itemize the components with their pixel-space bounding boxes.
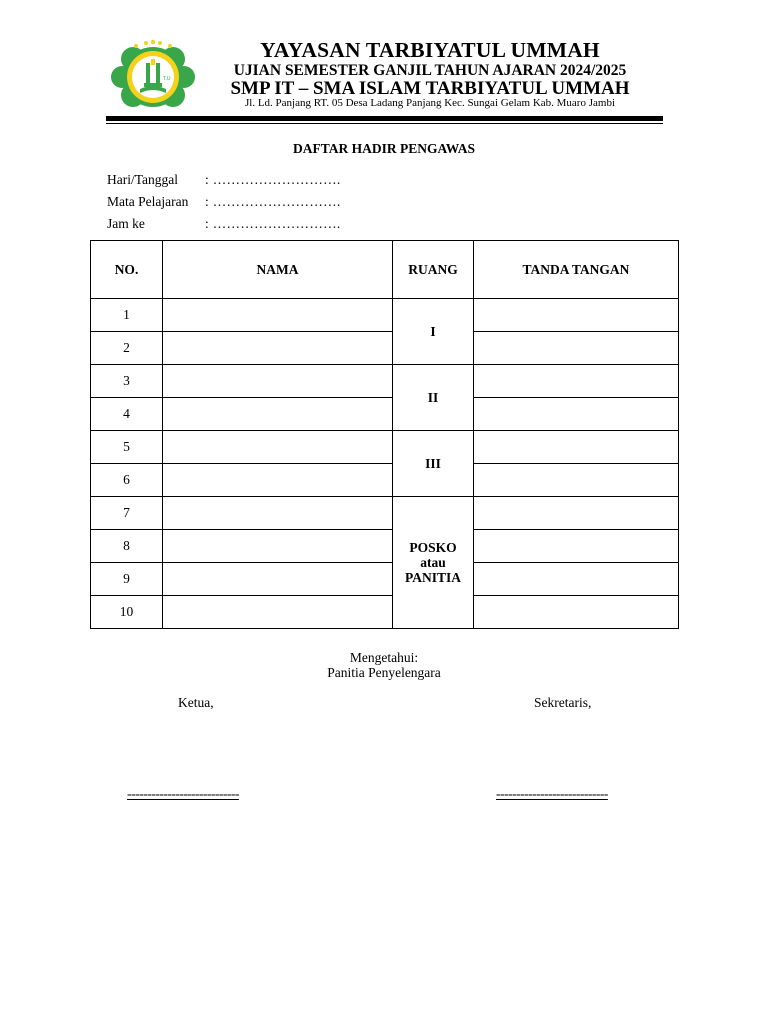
field-value-subject: : ………………………. — [205, 194, 341, 209]
name-cell[interactable] — [163, 596, 393, 629]
table-row — [91, 365, 679, 398]
row-number: 1 — [91, 299, 163, 332]
foundation-name: YAYASAN TARBIYATUL UMMAH — [260, 38, 600, 62]
table-row — [91, 596, 679, 629]
header-no: NO. — [91, 241, 163, 299]
signature-cell[interactable] — [474, 332, 679, 365]
posko-panitia-label: PANITIA — [404, 570, 461, 585]
header-divider-thick — [106, 116, 663, 121]
committee-text: Panitia Penyelengara — [327, 665, 441, 680]
name-cell[interactable] — [163, 497, 393, 530]
header-name: NAMA — [163, 241, 393, 299]
school-address: Jl. Ld. Panjang RT. 05 Desa Ladang Panjang Kec. Sungai Gelam Kab. Muaro Jambi — [245, 97, 615, 109]
name-cell[interactable] — [163, 431, 393, 464]
attendance-table — [90, 240, 679, 629]
table-row — [91, 497, 679, 530]
row-number: 3 — [91, 365, 163, 398]
table-row — [91, 563, 679, 596]
row-number: 8 — [91, 530, 163, 563]
secretary-signature-line: ---------------------------- — [496, 786, 608, 801]
table-row — [91, 464, 679, 497]
signature-cell[interactable] — [474, 530, 679, 563]
table-row — [91, 530, 679, 563]
field-label-subject: Mata Pelajaran — [107, 194, 189, 209]
field-label-date: Hari/Tanggal — [107, 172, 179, 187]
table-header-row — [91, 241, 679, 299]
signature-cell[interactable] — [474, 497, 679, 530]
posko-or-label: atau — [420, 555, 446, 570]
row-number: 7 — [91, 497, 163, 530]
signature-cell[interactable] — [474, 365, 679, 398]
table-row — [91, 431, 679, 464]
signature-cell[interactable] — [474, 299, 679, 332]
table-row — [91, 332, 679, 365]
logo-text: T.U — [163, 76, 171, 82]
posko-cell — [393, 497, 474, 629]
name-cell[interactable] — [163, 464, 393, 497]
table-row — [91, 299, 679, 332]
signature-cell[interactable] — [474, 596, 679, 629]
acknowledge-text: Mengetahui: — [349, 650, 419, 665]
signature-cell[interactable] — [474, 431, 679, 464]
row-number: 9 — [91, 563, 163, 596]
row-number: 6 — [91, 464, 163, 497]
field-value-hour: : ………………………. — [205, 216, 341, 231]
chairman-label: Ketua, — [178, 695, 214, 710]
room-cell: I — [393, 299, 474, 365]
signature-cell[interactable] — [474, 563, 679, 596]
posko-label: POSKO — [409, 540, 457, 555]
room-cell: III — [393, 431, 474, 497]
secretary-label: Sekretaris, — [534, 695, 592, 710]
name-cell[interactable] — [163, 398, 393, 431]
document-title: DAFTAR HADIR PENGAWAS — [292, 141, 475, 156]
name-cell[interactable] — [163, 530, 393, 563]
school-name: SMP IT – SMA ISLAM TARBIYATUL UMMAH — [230, 78, 630, 99]
school-logo — [106, 39, 200, 115]
row-number: 5 — [91, 431, 163, 464]
name-cell[interactable] — [163, 365, 393, 398]
name-cell[interactable] — [163, 299, 393, 332]
field-label-hour: Jam ke — [107, 216, 145, 231]
room-cell: II — [393, 365, 474, 431]
exam-title: UJIAN SEMESTER GANJIL TAHUN AJARAN 2024/2025 — [233, 62, 627, 79]
header-signature: TANDA TANGAN — [474, 241, 679, 299]
header-divider-thin — [106, 123, 663, 124]
name-cell[interactable] — [163, 563, 393, 596]
row-number: 10 — [91, 596, 163, 629]
signature-cell[interactable] — [474, 398, 679, 431]
row-number: 2 — [91, 332, 163, 365]
chairman-signature-line: ---------------------------- — [127, 786, 239, 801]
row-number: 4 — [91, 398, 163, 431]
signature-cell[interactable] — [474, 464, 679, 497]
header-room: RUANG — [393, 241, 474, 299]
field-value-date: : ………………………. — [205, 172, 341, 187]
name-cell[interactable] — [163, 332, 393, 365]
table-row — [91, 398, 679, 431]
